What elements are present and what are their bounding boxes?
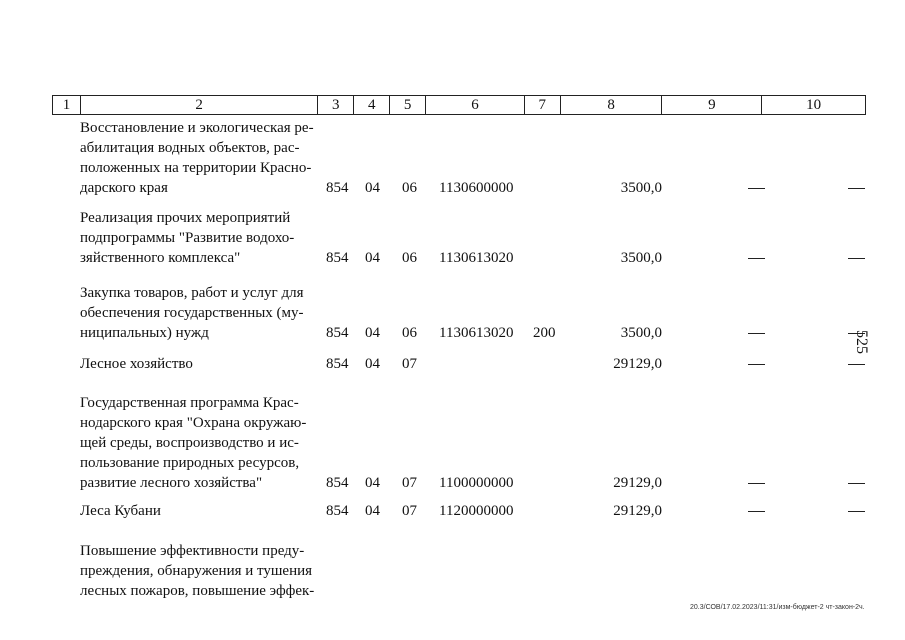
- cell-c3: 854: [326, 325, 349, 341]
- cell-c9: [748, 323, 765, 343]
- cell-c6: 1130600000: [439, 180, 514, 196]
- row-name-line: Лесное хозяйство: [80, 356, 193, 372]
- dash-mark: [748, 483, 765, 484]
- cell-c3: 854: [326, 356, 349, 372]
- cell-c10: [848, 354, 865, 374]
- row-name-line: преждения, обнаружения и тушения: [80, 563, 313, 579]
- cell-c3: 854: [326, 503, 349, 519]
- cell-c4: 04: [365, 180, 380, 196]
- cell-c3: 854: [326, 250, 349, 266]
- cell-c4: 04: [365, 325, 380, 341]
- row-name-line: щей среды, воспроизводство и ис-: [80, 435, 299, 451]
- row-name-line: Государственная программа Крас-: [80, 395, 299, 411]
- cell-c6: 1130613020: [439, 250, 514, 266]
- row-name-line: положенных на территории Красно-: [80, 160, 312, 176]
- row-name-line: нодарского края "Охрана окружаю-: [80, 415, 307, 431]
- row-name-line: пользование природных ресурсов,: [80, 455, 300, 471]
- cell-c4: 04: [365, 356, 380, 372]
- row-name: [80, 354, 318, 374]
- header-col-2: 2: [81, 96, 318, 114]
- row-name: [80, 283, 318, 343]
- cell-c9: [748, 178, 765, 198]
- cell-c5: 07: [402, 475, 417, 491]
- cell-c5: 07: [402, 356, 417, 372]
- dash-mark: [848, 188, 865, 189]
- footer-stamp: 20.3/СОВ/17.02.2023/11:31/изм-бюджет-2 чт-закон-2ч.: [690, 604, 865, 611]
- cell-c10: [848, 248, 865, 268]
- row-name-line: Повышение эффективности преду-: [80, 543, 305, 559]
- cell-c4: 04: [365, 503, 380, 519]
- cell-c9: [748, 354, 765, 374]
- cell-c8: 3500,0: [620, 325, 662, 341]
- header-col-7: 7: [525, 96, 561, 114]
- cell-c8: 29129,0: [613, 475, 662, 491]
- header-col-4: 4: [354, 96, 390, 114]
- row-name: [80, 501, 318, 521]
- cell-c10: [848, 178, 865, 198]
- cell-c9: [748, 248, 765, 268]
- cell-c3: 854: [326, 180, 349, 196]
- row-name: [80, 393, 318, 493]
- cell-c8: 29129,0: [613, 356, 662, 372]
- cell-c4: 04: [365, 475, 380, 491]
- row-name-line: Восстановление и экологическая ре-: [80, 120, 314, 136]
- row-name: [80, 118, 318, 198]
- header-col-10: 10: [806, 97, 822, 113]
- cell-c10: [848, 473, 865, 493]
- dash-mark: [848, 511, 865, 512]
- dash-mark: [748, 188, 765, 189]
- row-name: [80, 541, 318, 601]
- page-number: 525: [853, 330, 870, 354]
- dash-mark: [848, 483, 865, 484]
- row-name-line: подпрограммы "Развитие водохо-: [80, 230, 295, 246]
- cell-c8: 3500,0: [620, 180, 662, 196]
- header-col-8: 8: [561, 96, 663, 114]
- cell-c8: 29129,0: [613, 503, 662, 519]
- cell-c5: 07: [402, 503, 417, 519]
- row-name-line: развитие лесного хозяйства": [80, 475, 263, 491]
- row-name: [80, 208, 318, 268]
- cell-c5: 06: [402, 250, 417, 266]
- header-col-1: 1: [53, 96, 81, 114]
- dash-mark: [848, 364, 865, 365]
- cell-c4: 04: [365, 250, 380, 266]
- row-name-line: лесных пожаров, повышение эффек-: [80, 583, 315, 599]
- cell-c9: [748, 501, 765, 521]
- cell-c9: [748, 473, 765, 493]
- cell-c6: 1120000000: [439, 503, 514, 519]
- cell-c6: 1100000000: [439, 475, 514, 491]
- row-name-line: ниципальных) нужд: [80, 325, 209, 341]
- row-name-line: обеспечения государственных (му-: [80, 305, 304, 321]
- row-name-line: Леса Кубани: [80, 503, 161, 519]
- dash-mark: [748, 364, 765, 365]
- header-col-9: 9: [662, 96, 762, 114]
- dash-mark: [848, 258, 865, 259]
- cell-c8: 3500,0: [620, 250, 662, 266]
- cell-c10: [848, 501, 865, 521]
- dash-mark: [748, 258, 765, 259]
- row-name-line: дарского края: [80, 180, 168, 196]
- header-col-6: 6: [426, 96, 525, 114]
- cell-c3: 854: [326, 475, 349, 491]
- row-name-line: зяйственного комплекса": [80, 250, 241, 266]
- row-name-line: абилитация водных объектов, рас-: [80, 140, 300, 156]
- header-col-5: 5: [390, 96, 426, 114]
- cell-c6: 1130613020: [439, 325, 514, 341]
- header-col-3: 3: [318, 96, 354, 114]
- table-header: [52, 95, 866, 115]
- row-name-line: Реализация прочих мероприятий: [80, 210, 291, 226]
- cell-c5: 06: [402, 180, 417, 196]
- dash-mark: [748, 333, 765, 334]
- cell-c5: 06: [402, 325, 417, 341]
- row-name-line: Закупка товаров, работ и услуг для: [80, 285, 304, 301]
- cell-c7: 200: [533, 325, 556, 341]
- dash-mark: [748, 511, 765, 512]
